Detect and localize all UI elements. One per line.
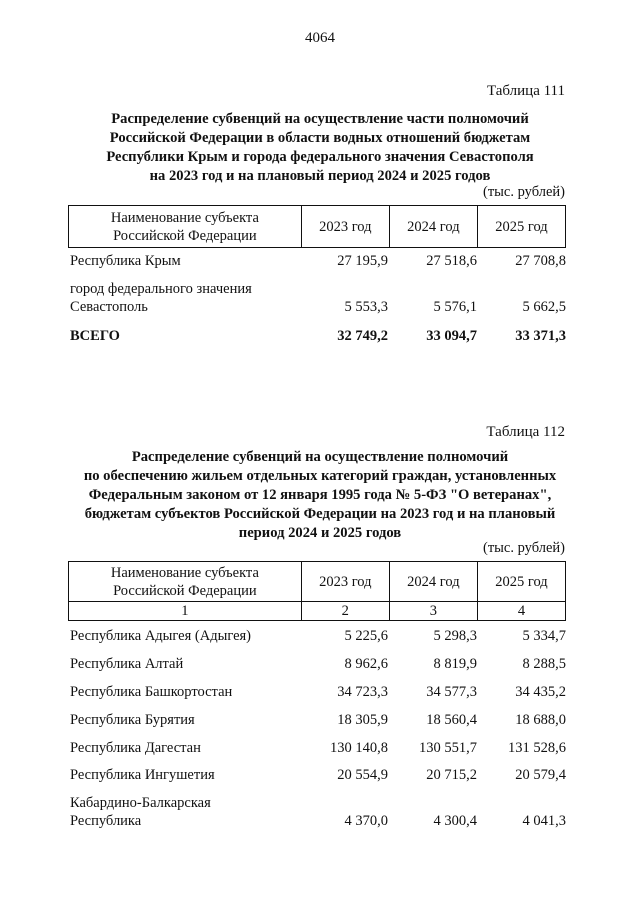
value-2023: 4 370,0: [344, 813, 388, 829]
row-name: [70, 627, 300, 645]
value-2023: 27 195,9: [337, 253, 388, 269]
value-2023: 18 305,9: [337, 712, 388, 728]
row-name-line: Республика Крым: [70, 253, 181, 269]
row-name: [70, 280, 300, 316]
title-line: Российской Федерации в области водных отношений бюджетам: [109, 130, 531, 146]
value-2024: 20 715,2: [426, 767, 477, 783]
value-2025: 4 041,3: [522, 813, 566, 829]
table-row: [70, 709, 566, 729]
row-name: [70, 794, 300, 830]
table-row: [70, 250, 566, 270]
page-number: 4064: [305, 30, 335, 46]
value-2025: 5 334,7: [522, 628, 566, 644]
table-112-header: [68, 561, 566, 621]
row-name: [70, 739, 300, 757]
value-2024: 27 518,6: [426, 253, 477, 269]
table-111-units: (тыс. рублей): [483, 184, 565, 200]
value-2024: 5 576,1: [433, 299, 477, 315]
row-name: [70, 766, 300, 784]
value-2025: 5 662,5: [522, 299, 566, 315]
row-name: [70, 655, 300, 673]
value-2024: 33 094,7: [426, 328, 477, 344]
column-number-3: 3: [389, 602, 477, 621]
table-row: [70, 625, 566, 645]
title-line: Республики Крым и города федерального значения Севастополя: [106, 149, 534, 165]
value-2023: 32 749,2: [337, 328, 388, 344]
title-line: бюджетам субъектов Российской Федерации на 2023 год и на плановый: [84, 506, 556, 522]
row-name-line: Республика Алтай: [70, 656, 184, 672]
header-year-2025: 2025 год: [477, 562, 565, 602]
value-2024: 34 577,3: [426, 684, 477, 700]
table-111-title: [60, 110, 580, 186]
header-year-2024: 2024 год: [389, 562, 477, 602]
header-year-2024: 2024 год: [389, 206, 477, 248]
row-name-line: Республика Дагестан: [70, 740, 201, 756]
value-2023: 5 225,6: [344, 628, 388, 644]
table-total-row: [70, 325, 566, 345]
table-row: [70, 737, 566, 757]
title-line: Распределение субвенций на осуществление полномочий: [131, 449, 509, 465]
value-2024: 4 300,4: [433, 813, 477, 829]
header-line: Российской Федерации: [113, 227, 257, 244]
header-year-2025: 2025 год: [477, 206, 565, 248]
value-2024: 18 560,4: [426, 712, 477, 728]
table-row: [70, 681, 566, 701]
value-2024: 8 819,9: [433, 656, 477, 672]
header-year-2023: 2023 год: [301, 206, 389, 248]
value-2025: 8 288,5: [522, 656, 566, 672]
row-name: [70, 711, 300, 729]
row-name-line: Республика Башкортостан: [70, 684, 233, 700]
value-2025: 18 688,0: [515, 712, 566, 728]
column-number-1: 1: [69, 602, 302, 621]
table-111-header: [68, 205, 566, 248]
column-number-4: 4: [477, 602, 565, 621]
row-name-line: Республика Ингушетия: [70, 767, 215, 783]
title-line: период 2024 и 2025 годов: [238, 525, 402, 541]
column-number-2: 2: [301, 602, 389, 621]
value-2025: 34 435,2: [515, 684, 566, 700]
row-name: [70, 327, 300, 345]
table-row: [70, 653, 566, 673]
header-line: Российской Федерации: [113, 582, 257, 599]
row-name-line: город федерального значения: [70, 281, 252, 297]
value-2023: 8 962,6: [344, 656, 388, 672]
header-line: Наименование субъекта: [110, 564, 259, 581]
table-row: [70, 792, 566, 830]
title-line: на 2023 год и на плановый период 2024 и 2025 годов: [149, 168, 491, 184]
row-name-line: Республика Бурятия: [70, 712, 195, 728]
value-2023: 5 553,3: [344, 299, 388, 315]
header-line: Наименование субъекта: [110, 209, 259, 226]
row-name-line: Республика Адыгея (Адыгея): [70, 628, 252, 644]
value-2025: 27 708,8: [515, 253, 566, 269]
title-line: Федеральным законом от 12 января 1995 года № 5-ФЗ "О ветеранах",: [88, 487, 552, 503]
header-subject-name: [69, 206, 302, 248]
title-line: по обеспечению жильем отдельных категорий граждан, установленных: [83, 468, 557, 484]
row-name: [70, 683, 300, 701]
value-2023: 20 554,9: [337, 767, 388, 783]
value-2025: 33 371,3: [515, 328, 566, 344]
table-112-units: (тыс. рублей): [483, 540, 565, 556]
row-name-line: Кабардино-Балкарская: [70, 795, 211, 811]
value-2023: 130 140,8: [330, 740, 388, 756]
row-name-line: ВСЕГО: [70, 328, 120, 344]
row-name: [70, 252, 300, 270]
title-line: Распределение субвенций на осуществление части полномочий: [111, 111, 529, 127]
value-2024: 5 298,3: [433, 628, 477, 644]
value-2024: 130 551,7: [419, 740, 477, 756]
header-year-2023: 2023 год: [301, 562, 389, 602]
table-112-title: [60, 448, 580, 543]
value-2025: 131 528,6: [508, 740, 566, 756]
table-112-number: Таблица 112: [486, 424, 565, 440]
table-row: [70, 764, 566, 784]
row-name-line: Севастополь: [70, 299, 148, 315]
value-2023: 34 723,3: [337, 684, 388, 700]
value-2025: 20 579,4: [515, 767, 566, 783]
row-name-line: Республика: [70, 813, 142, 829]
header-subject-name: [69, 562, 302, 602]
table-111-number: Таблица 111: [486, 83, 565, 99]
table-row: [70, 278, 566, 316]
